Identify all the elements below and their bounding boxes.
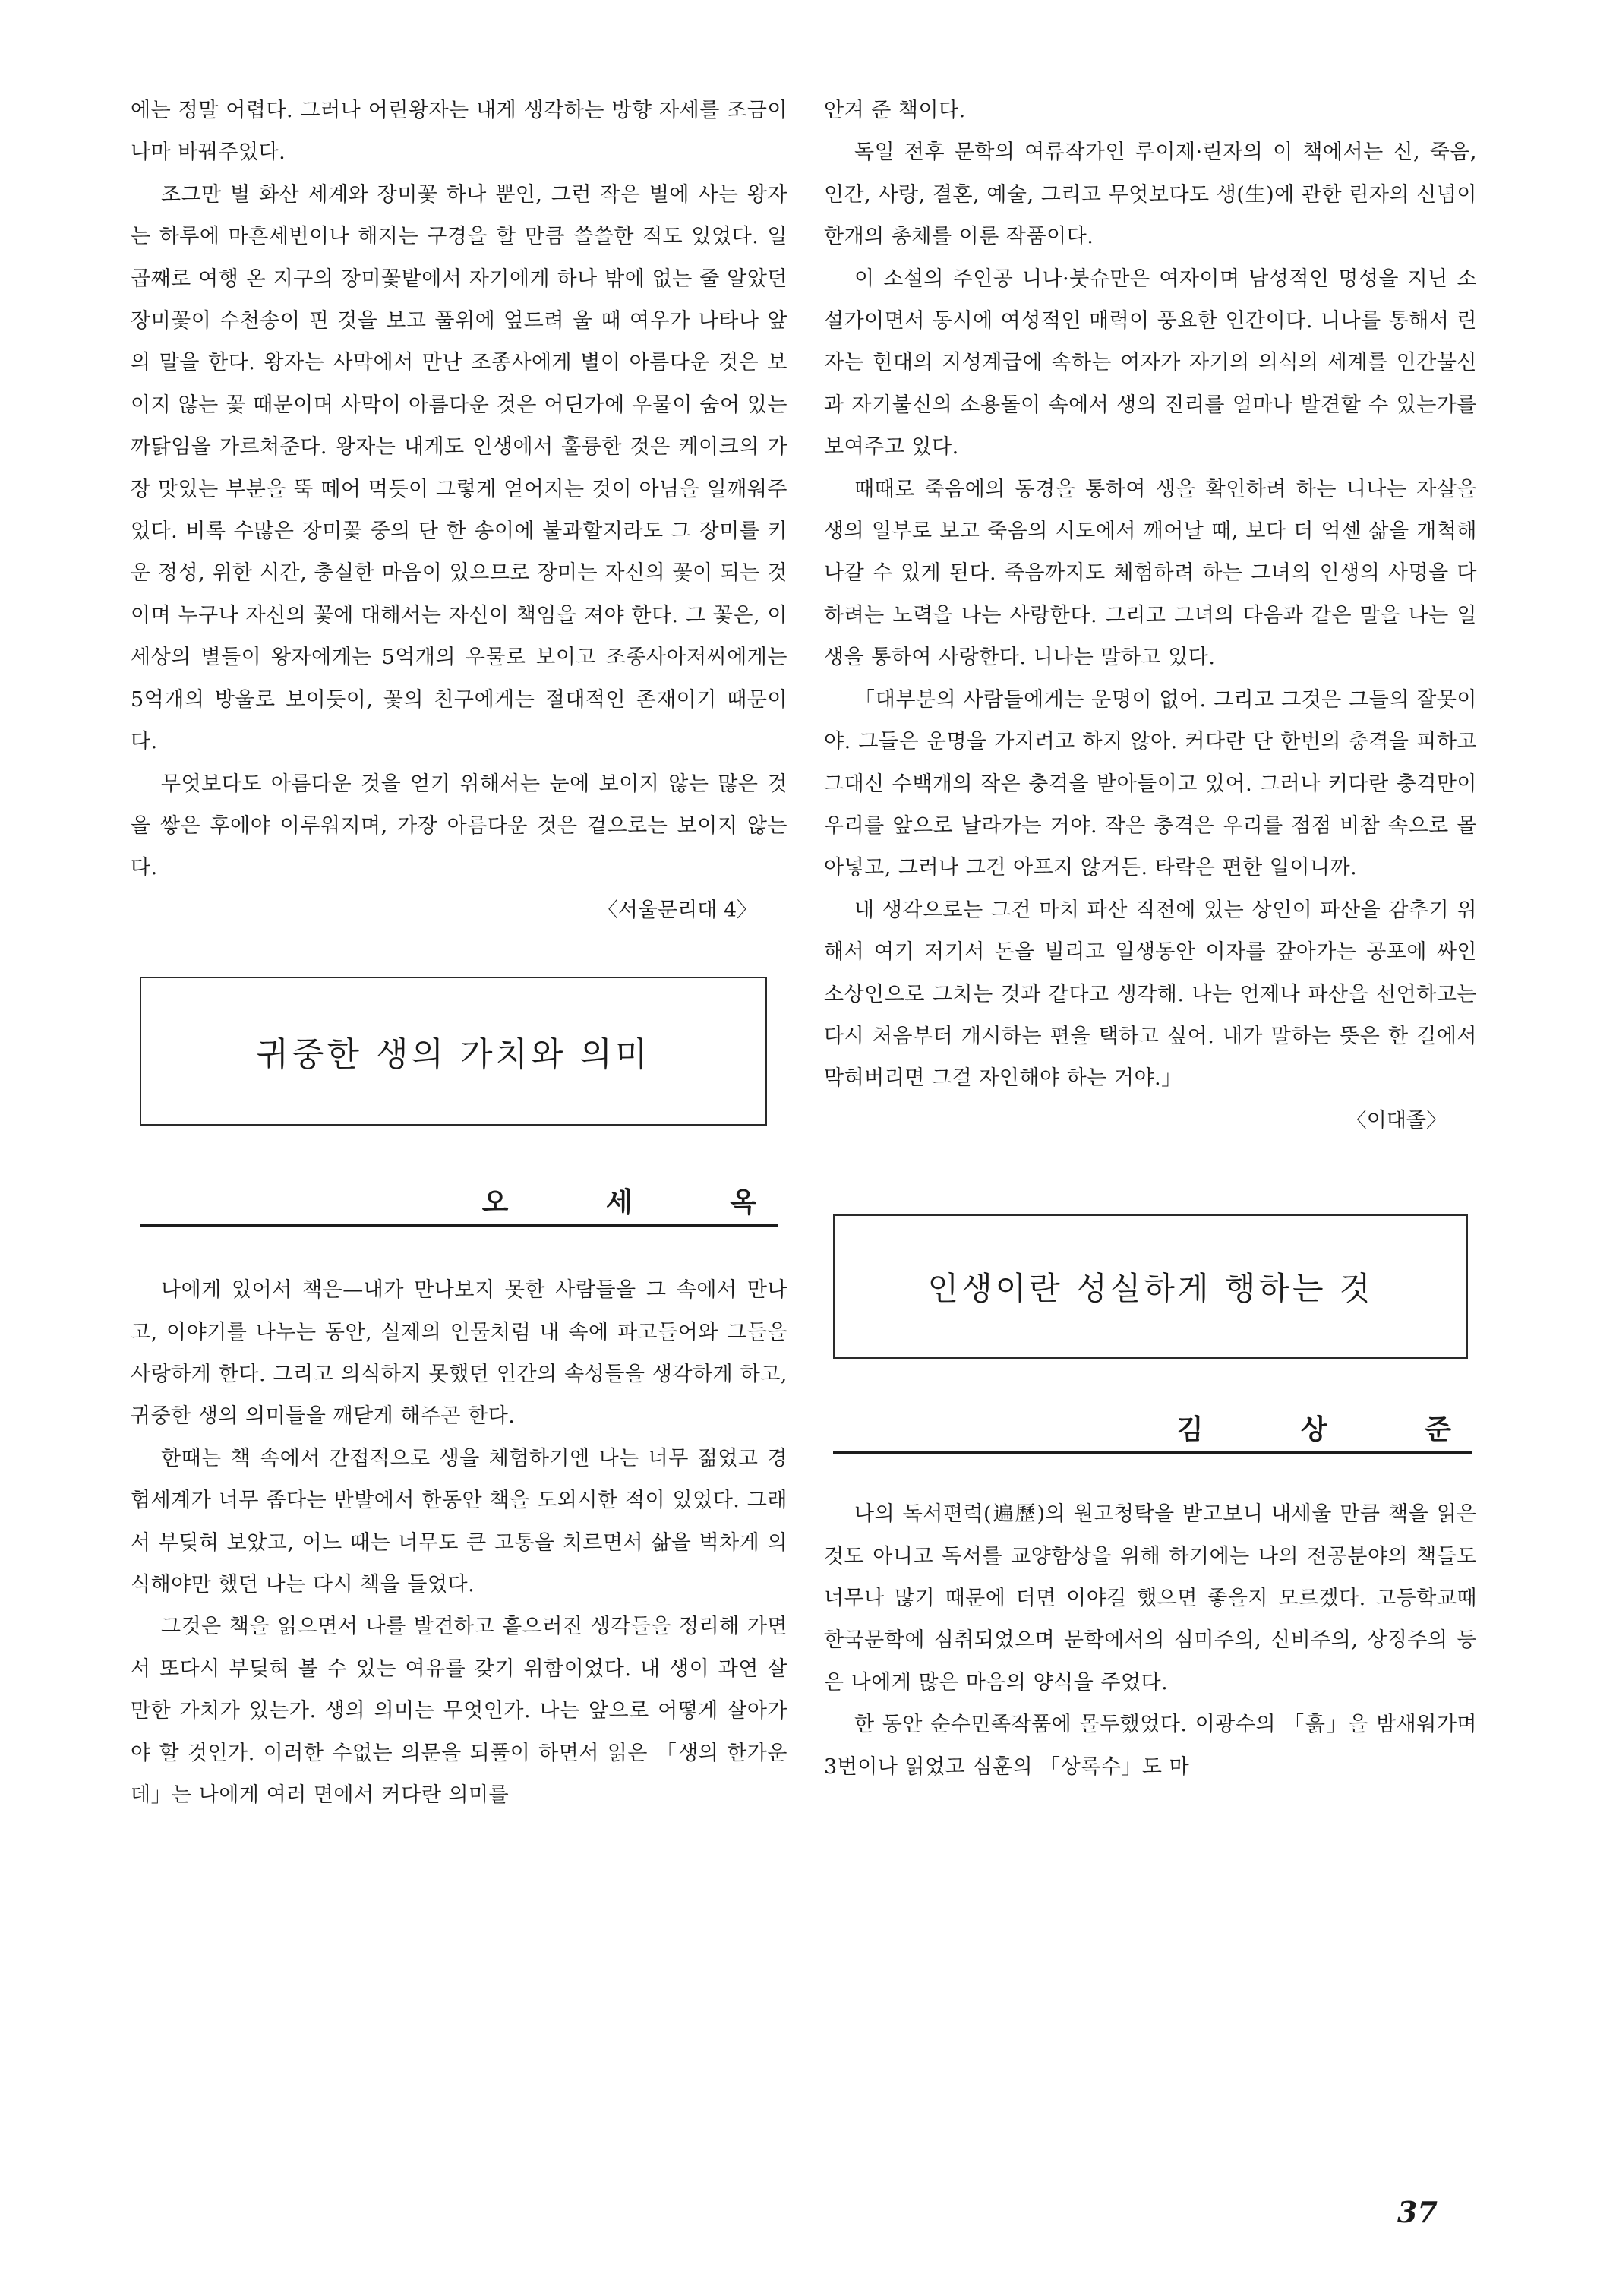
essay-title: 귀중한 생의 가치와 의미 [256, 1035, 651, 1075]
page-number: 37 [1397, 2195, 1438, 2229]
source-affiliation: 〈이대졸〉 [1346, 1108, 1447, 1132]
quote-paragraph: 「대부분의 사람들에게는 운명이 없어. 그리고 그것은 그들의 잘못이야. 그들은 운명을 가지려고 하지 않아. 커다란 단 한번의 충격을 피하고 그대신 수백개의 작은 충격을 받아들이고 있어. 그러나 커다란 충격만이 우리를 앞으로 날라가는 거야. 작은 충격은 우리를 점점 비참 속으로 몰아넣고, 그러나 그건 아프지 않거든. 타락은 편한 일이니까. [824, 687, 1477, 880]
paragraph: 무엇보다도 아름다운 것을 얻기 위해서는 눈에 보이지 않는 많은 것을 쌓은 후에야 이루워지며, 가장 아름다운 것은 겉으로는 보이지 않는다. [131, 772, 787, 880]
paragraph: 한 동안 순수민족작품에 몰두했었다. 이광수의 「흙」을 밤새워가며 3번이나 읽었고 심훈의 「상록수」도 마 [824, 1713, 1477, 1779]
right-column [824, 90, 1495, 1788]
paragraph: 이 소설의 주인공 니나·붓슈만은 여자이며 남성적인 명성을 지닌 소설가이면서 동시에 여성적인 매력이 풍요한 인간이다. 니나를 통해서 린자는 현대의 지성계급에 속하는 여자가 자기의 의식의 세계를 인간불신과 자기불신의 소용돌이 속에서 생의 진리를 얼마나 발견할 수 있는가를 보여주고 있다. [824, 267, 1477, 460]
paragraph: 때때로 죽음에의 동경을 통하여 생을 확인하려 하는 니나는 자살을 생의 일부로 보고 죽음의 시도에서 깨어날 때, 보다 더 억센 삶을 개척해 나갈 수 있게 된다. 죽음까지도 체험하려 하는 그녀의 인생의 사명을 다하려는 노력을 나는 사랑한다. 그리고 그녀의 다음과 같은 말을 나는 일생을 통하여 사랑한다. 니나는 말하고 있다. [824, 477, 1477, 670]
essay-title-box [833, 1214, 1468, 1359]
paragraph: 나에게 있어서 책은—내가 만나보지 못한 사람들을 그 속에서 만나고, 이야기를 나누는 동안, 실제의 인물처럼 내 속에 파고들어와 그들을 사랑하게 한다. 그리고 의식하지 못했던 인간의 속성들을 생각하게 하고, 귀중한 생의 의미들을 깨닫게 해주곤 한다. [131, 1278, 787, 1429]
paragraph: 그것은 책을 읽으면서 나를 발견하고 흩으러진 생각들을 정리해 가면서 또다시 부딪혀 볼 수 있는 여유를 갖기 위함이었다. 내 생이 과연 살 만한 가치가 있는가. 생의 의미는 무엇인가. 나는 앞으로 어떻게 살아가야 할 것인가. 이러한 수없는 의문을 되풀이 하면서 읽은 「생의 한가운데」는 나에게 여러 면에서 커다란 의미를 [131, 1615, 787, 1807]
paragraph: 나의 독서편력(遍歷)의 원고청탁을 받고보니 내세울 만큼 책을 읽은것도 아니고 독서를 교양함상을 위해 하기에는 나의 전공분야의 책들도 너무나 많기 때문에 더면 이야길 했으면 좋을지 모르겠다. 고등학교때 한국문학에 심취되었으며 문학에서의 심미주의, 신비주의, 상징주의 등은 나에게 많은 마음의 양식을 주었다. [824, 1502, 1477, 1694]
essay-title: 인생이란 성실하게 행하는 것 [927, 1270, 1374, 1308]
paragraph: 안겨 준 책이다. [824, 99, 966, 122]
source-affiliation: 〈서울문리대 4〉 [597, 898, 757, 922]
left-column [131, 90, 800, 1816]
author-name: 김 상 준 [1176, 1414, 1495, 1446]
essay-author [140, 1174, 800, 1227]
paragraph: 에는 정말 어렵다. 그러나 어린왕자는 내게 생각하는 방향 자세를 조금이나마 바꿔주었다. [131, 99, 787, 165]
author-name: 오 세 옥 [481, 1187, 800, 1219]
paragraph: 독일 전후 문학의 여류작가인 루이제·린자의 이 책에서는 신, 죽음, 인간, 사랑, 결혼, 예술, 그리고 무엇보다도 생(生)에 관한 린자의 신념이 한개의 총체를 이룬 작품이다. [824, 141, 1477, 249]
paragraph: 한때는 책 속에서 간접적으로 생을 체험하기엔 나는 너무 젊었고 경험세계가 너무 좁다는 반발에서 한동안 책을 도외시한 적이 있었다. 그래서 부딪혀 보았고, 어느 때는 너무도 큰 고통을 치르면서 삶을 벅차게 의식해야만 했던 나는 다시 책을 들었다. [131, 1446, 787, 1596]
paragraph: 조그만 별 화산 세계와 장미꽃 하나 뿐인, 그런 작은 별에 사는 왕자는 하루에 마흔세번이나 해지는 구경을 할 만큼 쓸쓸한 적도 있었다. 일곱째로 여행 온 지구의 장미꽃밭에서 자기에게 하나 밖에 없는 줄 알았던 장미꽃이 수천송이 핀 것을 보고 풀위에 엎드려 울 때 여우가 나타나 앞의 말을 한다. 왕자는 사막에서 만난 조종사에게 별이 아름다운 것은 보이지 않는 꽃 때문이며 사막이 아름다운 것은 어딘가에 우물이 숨어 있는 까닭임을 가르쳐준다. 왕자는 내게도 인생에서 훌륭한 것은 케이크의 가장 맛있는 부분을 뚝 떼어 먹듯이 그렇게 얻어지는 것이 아님을 일깨워주었다. 비록 수많은 장미꽃 중의 단 한 송이에 불과할지라도 그 장미를 키운 정성, 위한 시간, 충실한 마음이 있으므로 장미는 자신의 꽃이 되는 것이며 누구나 자신의 꽃에 대해서는 자신이 책임을 져야 한다. 그 꽃은, 이 세상의 별들이 왕자에게는 5억개의 우물로 보이고 조종사아저씨에게는 5억개의 방울로 보이듯이, 꽃의 친구에게는 절대적인 존재이기 때문이다. [131, 182, 787, 754]
essay-title-box [140, 977, 767, 1126]
essay-author [833, 1401, 1495, 1454]
quote-paragraph: 내 생각으로는 그건 마치 파산 직전에 있는 상인이 파산을 감추기 위해서 여기 저기서 돈을 빌리고 일생동안 이자를 갚아가는 공포에 싸인 소상인으로 그치는 것과 같다고 생각해. 나는 언제나 파산을 선언하고는 다시 처음부터 개시하는 편을 택하고 싶어. 내가 말하는 뜻은 한 길에서 막혀버리면 그걸 자인해야 하는 거야.」 [824, 898, 1477, 1091]
